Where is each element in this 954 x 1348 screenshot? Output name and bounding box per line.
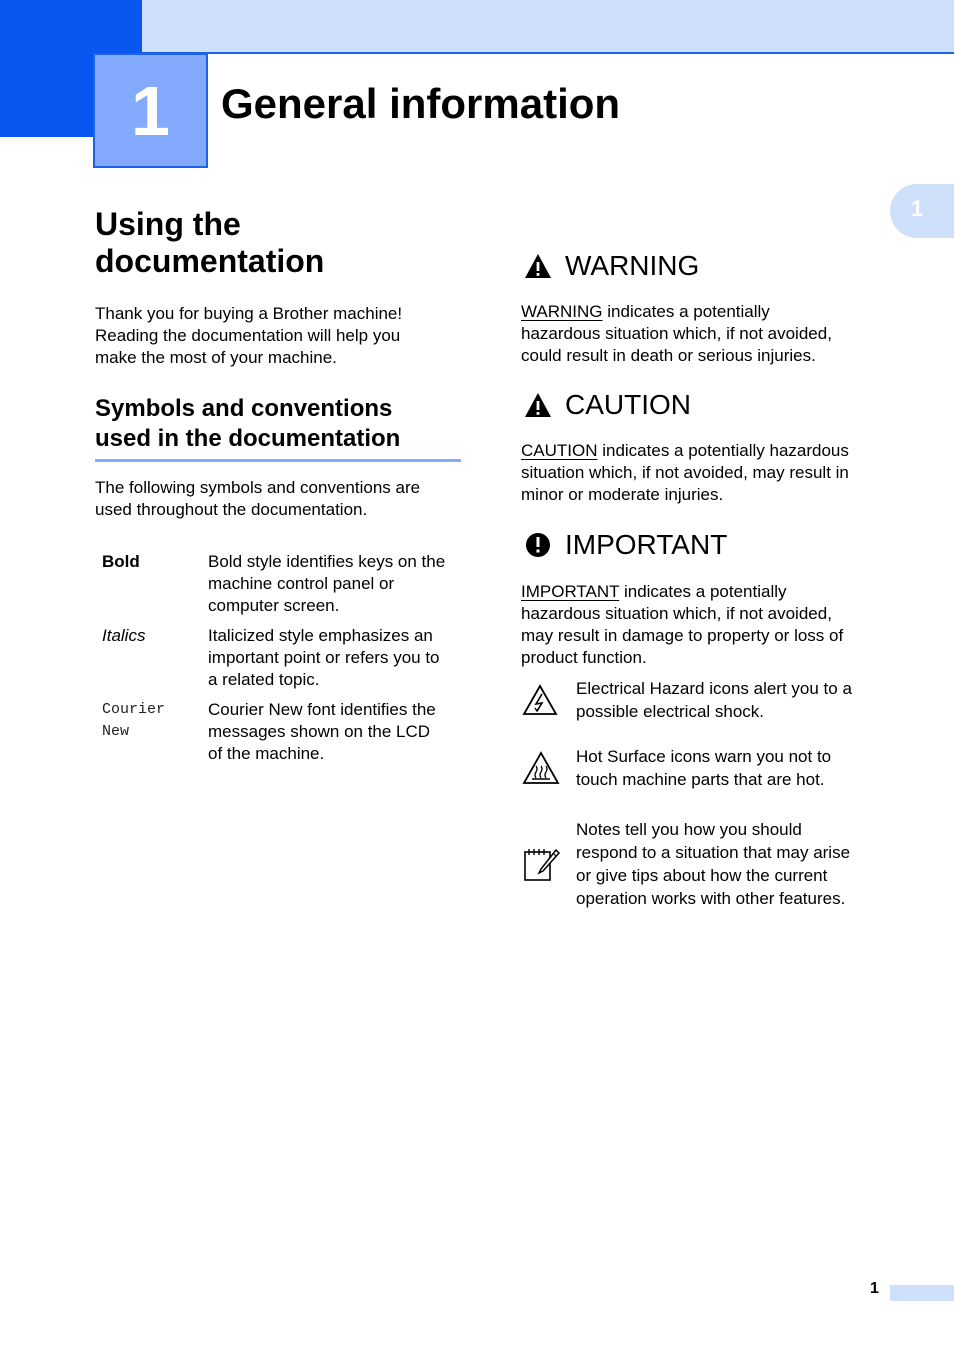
footer-bar — [890, 1285, 954, 1301]
header-band — [142, 0, 954, 54]
page-number: 1 — [870, 1280, 879, 1297]
important-text: IMPORTANT indicates a potentially hazardous situation which, if not avoided, may result in damage to property or loss of product function. — [521, 582, 844, 667]
subsection-intro: The following symbols and conventions are used throughout the documentation. — [95, 478, 421, 519]
convention-description: Courier New font identifies the messages shown on the LCD of the machine. — [208, 700, 436, 763]
hot-surface-icon — [521, 750, 561, 786]
electrical-hazard-icon — [521, 683, 559, 717]
warning-text: WARNING indicates a potentially hazardous situation which, if not avoided, could result in death or serious injuries. — [521, 302, 832, 365]
convention-description: Bold style identifies keys on the machine control panel or computer screen. — [208, 552, 446, 615]
subsection-title: Symbols and conventions used in the documentation — [95, 394, 461, 462]
important-exclamation-icon — [521, 528, 555, 562]
convention-term-courier: Courier New — [102, 701, 166, 740]
note-icon — [521, 844, 561, 884]
convention-term-bold: Bold — [102, 552, 140, 571]
convention-term-italics: Italics — [102, 626, 146, 645]
convention-row — [95, 691, 461, 765]
right-column — [521, 248, 873, 910]
electrical-hazard-note — [521, 677, 873, 723]
chapter-number-box: 1 — [93, 53, 208, 168]
chapter-title: General information — [221, 80, 621, 127]
convention-row — [95, 617, 461, 691]
electrical-hazard-text: Electrical Hazard icons alert you to a possible electrical shock. — [576, 679, 852, 721]
caution-term: CAUTION — [521, 441, 598, 460]
convention-description: Italicized style emphasizes an important point or refers you to a related topic. — [208, 626, 440, 689]
caution-triangle-icon — [521, 388, 555, 422]
warning-triangle-icon — [521, 249, 555, 283]
hot-surface-text: Hot Surface icons warn you not to touch machine parts that are hot. — [576, 747, 832, 789]
warning-heading: WARNING — [521, 248, 873, 284]
convention-row — [95, 551, 461, 617]
note-note — [521, 818, 873, 910]
caution-text: CAUTION indicates a potentially hazardous situation which, if not avoided, may result in minor or moderate injuries. — [521, 441, 849, 504]
caution-heading: CAUTION — [521, 387, 873, 423]
conventions-table — [95, 551, 461, 765]
important-term: IMPORTANT — [521, 582, 620, 601]
left-column — [95, 206, 461, 765]
chapter-side-tab: 1 — [890, 184, 954, 238]
important-heading: IMPORTANT — [521, 527, 873, 563]
section-intro: Thank you for buying a Brother machine! Reading the documentation will help you make the most of your machine. — [95, 304, 403, 367]
section-title: Using the documentation — [95, 206, 325, 279]
note-text: Notes tell you how you should respond to a situation that may arise or give tips about how the current operation works with other features. — [576, 820, 851, 908]
warning-term: WARNING — [521, 302, 603, 321]
hot-surface-note — [521, 745, 873, 791]
